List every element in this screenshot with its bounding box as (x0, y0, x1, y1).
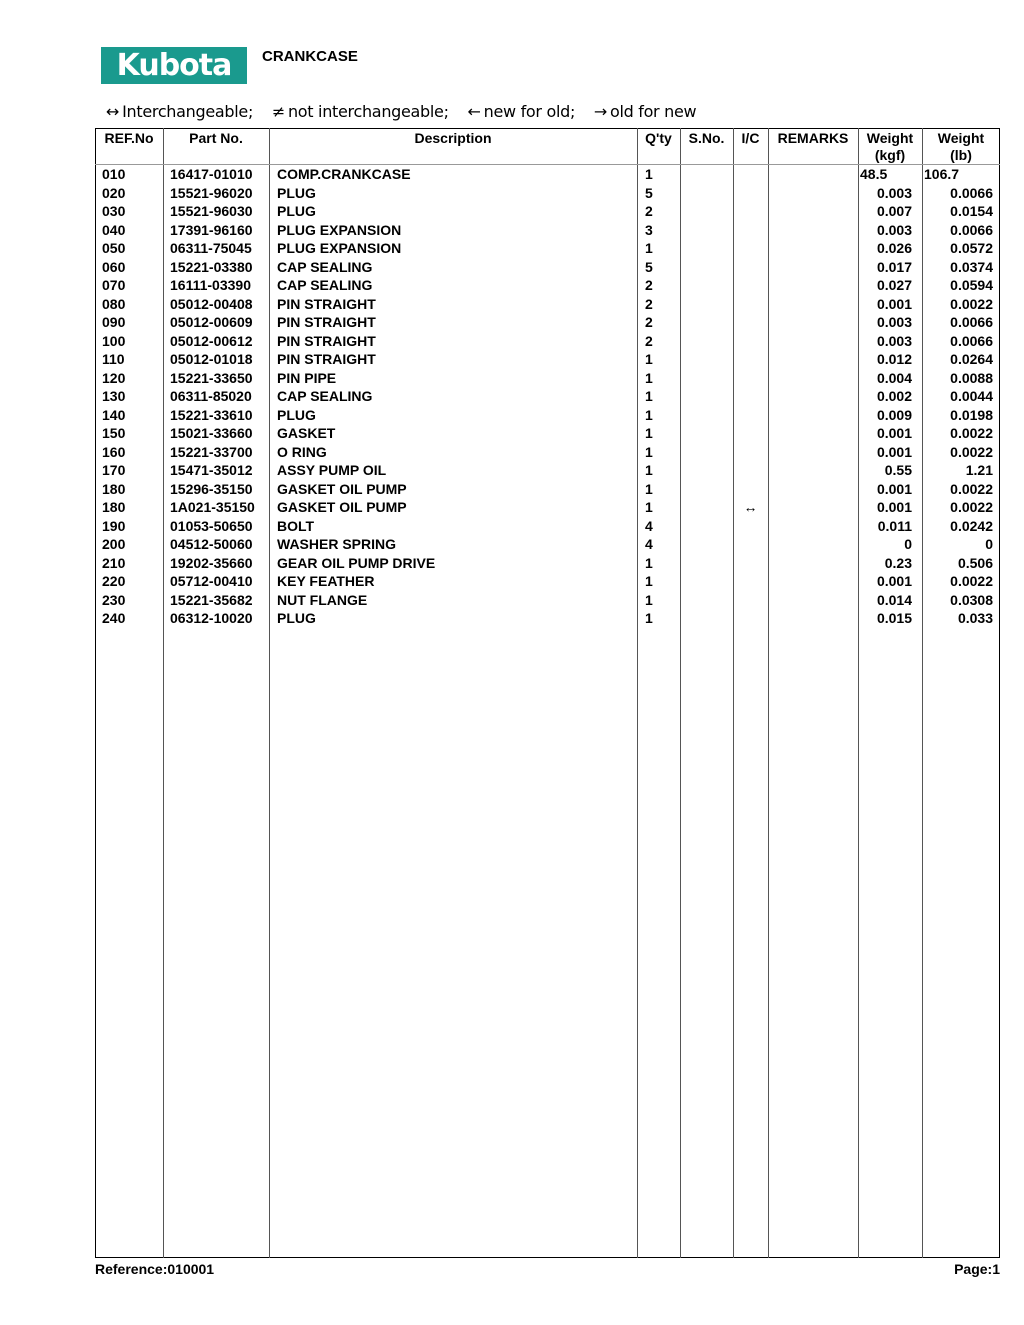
cell-desc: PLUG (277, 610, 316, 626)
table-row (95, 276, 1000, 295)
cell-wlb: 106.7 (924, 166, 960, 182)
cell-part: 15221-33610 (170, 406, 253, 423)
cell-desc: GASKET OIL PUMP (277, 480, 407, 497)
table-row (95, 387, 1000, 406)
cell-desc: O RING (277, 443, 327, 460)
cell-qty: 1 (645, 554, 653, 571)
cell-qty: 1 (645, 591, 653, 608)
table-row (95, 184, 1000, 203)
cell-wkg: 0.007 (876, 203, 912, 219)
cell-part: 05012-00408 (170, 295, 253, 312)
cell-desc: BOLT (277, 517, 315, 534)
cell-part: 04512-50060 (170, 536, 253, 552)
cell-wkg: 0.001 (876, 443, 912, 460)
cell-desc: ASSY PUMP OIL (277, 462, 387, 478)
cell-ref: 210 (102, 554, 126, 571)
cell-ic: ↔ (743, 499, 758, 515)
cell-desc: CAP SEALING (277, 258, 373, 275)
cell-desc: CAP SEALING (277, 277, 373, 293)
cell-wlb: 0.0044 (950, 388, 993, 404)
cell-ref: 180 (102, 499, 126, 515)
page-number: Page:1 (954, 1261, 1000, 1277)
cell-part: 15221-33650 (170, 369, 253, 386)
cell-part: 05712-00410 (170, 573, 253, 589)
table-row (95, 202, 1000, 221)
cell-desc: GEAR OIL PUMP DRIVE (277, 554, 436, 571)
cell-part: 01053-50650 (170, 517, 253, 534)
legend (106, 102, 710, 121)
cell-wkg: 0.004 (876, 369, 912, 386)
cell-qty: 1 (645, 610, 653, 626)
cell-wkg: 0.003 (876, 221, 912, 238)
header-remarks: REMARKS (777, 130, 849, 146)
cell-desc: PIN STRAIGHT (277, 295, 376, 312)
header-sno: S.No. (688, 130, 725, 146)
cell-wlb: 0.0022 (950, 480, 993, 497)
cell-wlb: 0 (985, 536, 993, 552)
table-row (95, 498, 1000, 517)
cell-wlb: 0.0242 (950, 517, 993, 534)
cell-wlb: 0.0022 (950, 295, 993, 312)
cell-ref: 170 (102, 462, 126, 478)
legend-text: not interchangeable; (287, 102, 449, 121)
cell-ref: 150 (102, 425, 126, 441)
table-row (95, 221, 1000, 240)
table-row (95, 443, 1000, 462)
cell-qty: 1 (645, 406, 653, 423)
cell-qty: 1 (645, 388, 653, 404)
cell-wkg: 0.001 (876, 295, 912, 312)
cell-qty: 1 (645, 166, 653, 182)
cell-wkg: 0.55 (884, 462, 912, 478)
reference-label: Reference:010001 (95, 1261, 215, 1277)
cell-part: 05012-01018 (170, 351, 253, 367)
cell-wkg: 0.001 (876, 425, 912, 441)
cell-desc: PIN PIPE (277, 369, 337, 386)
cell-wkg: 0 (904, 536, 912, 552)
cell-qty: 3 (645, 221, 653, 238)
cell-qty: 4 (645, 517, 653, 534)
cell-wlb: 1.21 (965, 462, 993, 478)
cell-desc: COMP.CRANKCASE (277, 166, 411, 182)
cell-wkg: 0.017 (876, 258, 912, 275)
cell-part: 1A021-35150 (170, 499, 255, 515)
cell-wkg: 0.003 (876, 184, 912, 201)
table-row (95, 535, 1000, 554)
cell-ref: 200 (102, 536, 126, 552)
cell-wlb: 0.0022 (950, 443, 993, 460)
cell-ref: 160 (102, 443, 126, 460)
cell-qty: 2 (645, 277, 653, 293)
cell-wlb: 0.0594 (950, 277, 993, 293)
legend-old-for-new (594, 102, 696, 121)
header-weight-kgf: Weight (kgf) (866, 130, 914, 163)
bidirectional-arrow-icon: ↔ (106, 102, 120, 121)
cell-wkg: 0.015 (876, 610, 912, 626)
cell-desc: NUT FLANGE (277, 591, 368, 608)
legend-text: old for new (609, 102, 697, 121)
left-arrow-icon: ← (467, 102, 481, 121)
kubota-logo (101, 47, 247, 84)
table-row (95, 369, 1000, 388)
cell-part: 15221-33700 (170, 443, 253, 460)
cell-qty: 1 (645, 351, 653, 367)
cell-ref: 240 (102, 610, 126, 626)
cell-part: 15471-35012 (170, 462, 253, 478)
table-row (95, 609, 1000, 628)
cell-ref: 050 (102, 240, 126, 256)
cell-qty: 2 (645, 332, 653, 349)
cell-ref: 080 (102, 295, 126, 312)
table-row (95, 258, 1000, 277)
cell-part: 06312-10020 (170, 610, 253, 626)
cell-qty: 5 (645, 184, 653, 201)
cell-wkg: 0.002 (876, 388, 912, 404)
cell-wlb: 0.0154 (950, 203, 993, 219)
cell-desc: PLUG (277, 203, 316, 219)
cell-wlb: 0.0022 (950, 499, 993, 515)
cell-wlb: 0.506 (957, 554, 993, 571)
cell-ref: 140 (102, 406, 126, 423)
cell-wkg: 0.011 (877, 517, 912, 534)
cell-qty: 1 (645, 443, 653, 460)
cell-part: 05012-00612 (170, 332, 253, 349)
cell-desc: GASKET OIL PUMP (277, 499, 407, 515)
table-row (95, 554, 1000, 573)
cell-ref: 130 (102, 388, 126, 404)
cell-qty: 2 (645, 295, 653, 312)
cell-wlb: 0.0572 (950, 240, 993, 256)
cell-qty: 2 (645, 203, 653, 219)
cell-qty: 1 (645, 573, 653, 589)
cell-wkg: 0.001 (876, 573, 912, 589)
cell-part: 17391-96160 (170, 221, 253, 238)
cell-wkg: 0.026 (876, 240, 912, 256)
legend-text: Interchangeable; (122, 102, 254, 121)
cell-wlb: 0.0066 (950, 184, 993, 201)
cell-ref: 070 (102, 277, 126, 293)
cell-wlb: 0.0022 (950, 573, 993, 589)
cell-wkg: 0.009 (876, 406, 912, 423)
cell-wlb: 0.0066 (950, 314, 993, 330)
cell-wlb: 0.0022 (950, 425, 993, 441)
cell-wlb: 0.0374 (950, 258, 993, 275)
parts-table (95, 128, 1000, 1258)
not-equal-icon: ≠ (271, 102, 285, 121)
cell-wkg: 0.027 (876, 277, 912, 293)
cell-desc: PIN STRAIGHT (277, 314, 376, 330)
cell-part: 15221-03380 (170, 258, 253, 275)
cell-ref: 100 (102, 332, 126, 349)
cell-desc: PLUG (277, 406, 316, 423)
cell-desc: WASHER SPRING (277, 536, 397, 552)
cell-wlb: 0.033 (957, 610, 993, 626)
cell-qty: 1 (645, 499, 653, 515)
cell-desc: PLUG (277, 184, 316, 201)
table-row (95, 239, 1000, 258)
cell-part: 16111-03390 (170, 277, 251, 293)
header-description: Description (414, 130, 492, 146)
cell-qty: 1 (645, 425, 653, 441)
page-title: CRANKCASE (262, 48, 358, 65)
cell-part: 05012-00609 (170, 314, 253, 330)
cell-desc: PLUG EXPANSION (277, 221, 402, 238)
cell-qty: 4 (645, 536, 653, 552)
cell-desc: PIN STRAIGHT (277, 332, 376, 349)
cell-wlb: 0.0066 (950, 221, 993, 238)
cell-wkg: 0.001 (876, 480, 912, 497)
cell-qty: 1 (645, 462, 653, 478)
cell-ref: 020 (102, 184, 126, 201)
cell-ref: 040 (102, 221, 126, 238)
cell-part: 06311-75045 (170, 240, 252, 256)
cell-qty: 1 (645, 480, 653, 497)
cell-part: 15521-96030 (170, 203, 253, 219)
right-arrow-icon: → (593, 102, 607, 121)
legend-interchangeable (106, 102, 253, 121)
cell-part: 15521-96020 (170, 184, 253, 201)
cell-part: 15021-33660 (170, 425, 253, 441)
legend-not-interchangeable (272, 102, 449, 121)
cell-wkg: 0.012 (876, 351, 912, 367)
brand-name: Kubota (116, 47, 232, 83)
cell-ref: 030 (102, 203, 126, 219)
cell-part: 15221-35682 (170, 591, 253, 608)
cell-qty: 5 (645, 258, 653, 275)
table-row (95, 350, 1000, 369)
cell-qty: 2 (645, 314, 653, 330)
cell-ref: 230 (102, 591, 126, 608)
cell-wlb: 0.0088 (950, 369, 993, 386)
table-row (95, 406, 1000, 425)
cell-qty: 1 (645, 240, 653, 256)
cell-ref: 090 (102, 314, 126, 330)
cell-part: 06311-85020 (170, 388, 252, 404)
table-row (95, 461, 1000, 480)
cell-wlb: 0.0066 (950, 332, 993, 349)
table-row (95, 424, 1000, 443)
header-qty: Q'ty (645, 130, 672, 146)
cell-wlb: 0.0308 (950, 591, 993, 608)
cell-ref: 180 (102, 480, 126, 497)
table-row (95, 480, 1000, 499)
cell-part: 19202-35660 (170, 554, 253, 571)
table-row (95, 332, 1000, 351)
legend-text: new for old; (483, 102, 576, 121)
table-row (95, 517, 1000, 536)
cell-wkg: 0.014 (876, 591, 912, 608)
cell-ref: 120 (102, 369, 126, 386)
cell-ref: 190 (102, 517, 126, 534)
cell-wlb: 0.0198 (950, 406, 993, 423)
cell-part: 16417-01010 (170, 166, 253, 182)
cell-wkg: 0.003 (876, 332, 912, 349)
cell-qty: 1 (645, 369, 653, 386)
header-ic: I/C (741, 130, 760, 146)
table-row (95, 165, 1000, 184)
cell-ref: 060 (102, 258, 126, 275)
table-row (95, 313, 1000, 332)
cell-desc: PIN STRAIGHT (277, 351, 376, 367)
cell-ref: 110 (102, 351, 125, 367)
cell-desc: GASKET (277, 425, 336, 441)
cell-wkg: 0.001 (876, 499, 912, 515)
table-row (95, 591, 1000, 610)
cell-wkg: 0.23 (884, 554, 912, 571)
legend-new-for-old (468, 102, 576, 121)
cell-desc: CAP SEALING (277, 388, 373, 404)
table-row (95, 572, 1000, 591)
table-row (95, 295, 1000, 314)
cell-ref: 220 (102, 573, 126, 589)
cell-ref: 010 (102, 166, 126, 182)
header-weight-lb: Weight (lb) (937, 130, 985, 163)
cell-wlb: 0.0264 (950, 351, 993, 367)
cell-desc: KEY FEATHER (277, 573, 375, 589)
cell-part: 15296-35150 (170, 480, 253, 497)
cell-wkg: 0.003 (876, 314, 912, 330)
header-part-no: Part No. (189, 130, 243, 146)
cell-desc: PLUG EXPANSION (277, 240, 402, 256)
header-ref: REF.No (104, 130, 154, 146)
cell-wkg: 48.5 (860, 166, 888, 182)
